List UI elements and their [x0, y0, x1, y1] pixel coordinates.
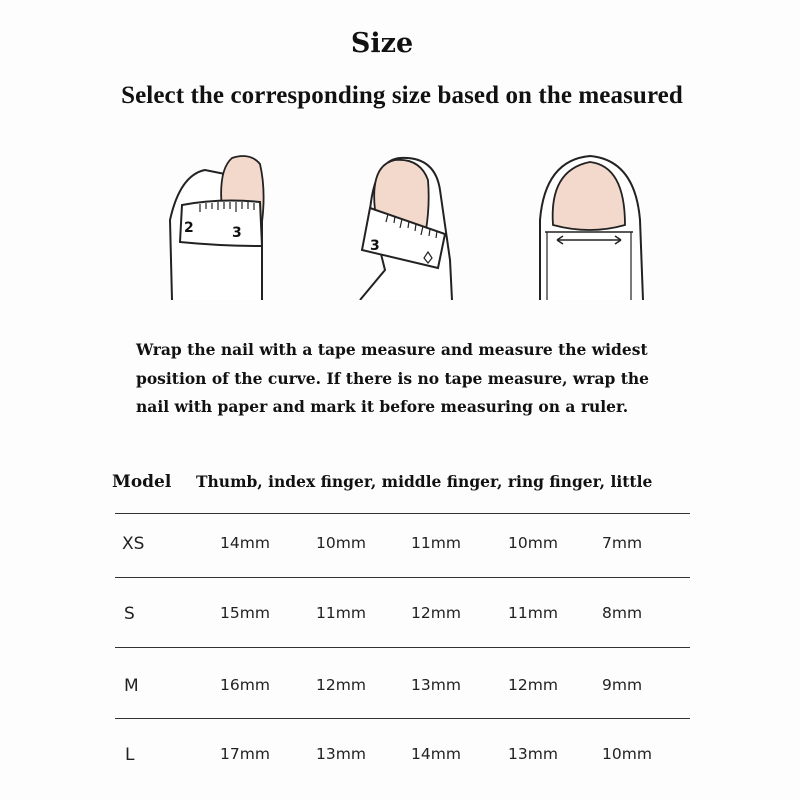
model-column-header: Model — [112, 472, 172, 492]
table-divider — [115, 513, 690, 514]
instruction-line: position of the curve. If there is no tape measure, wrap the — [136, 368, 650, 388]
tape-number-3: 3 — [370, 238, 380, 254]
thumb-tape-measure-icon — [160, 150, 290, 300]
table-divider — [115, 647, 690, 648]
page-title: Size — [350, 28, 414, 59]
table-row — [0, 745, 800, 775]
table-row — [0, 604, 800, 634]
size-label: L — [125, 745, 135, 765]
page-subtitle: Select the corresponding size based on the measured — [121, 82, 683, 109]
size-label: M — [124, 676, 139, 696]
thumb-value: 17mm — [220, 745, 270, 763]
index-value: 13mm — [316, 745, 366, 763]
little-value: 7mm — [602, 534, 643, 552]
index-value: 11mm — [316, 604, 366, 622]
thumb-value: 16mm — [220, 676, 270, 694]
middle-value: 12mm — [411, 604, 461, 622]
size-label: XS — [122, 534, 145, 554]
angled-finger-tape-icon — [340, 150, 470, 300]
thumb-tape-measure-illustration — [160, 150, 290, 300]
little-value: 9mm — [602, 676, 643, 694]
middle-value: 13mm — [411, 676, 461, 694]
ring-value: 12mm — [508, 676, 558, 694]
measurement-instructions — [136, 336, 696, 422]
index-value: 10mm — [316, 534, 366, 552]
thumb-value: 14mm — [220, 534, 270, 552]
fingers-column-header: Thumb, index finger, middle finger, ring finger, little — [196, 472, 653, 491]
ring-value: 11mm — [508, 604, 558, 622]
instruction-line: nail with paper and mark it before measuring on a ruler. — [136, 397, 629, 416]
table-row — [0, 534, 800, 564]
instruction-line: Wrap the nail with a tape measure and measure the widest — [136, 340, 648, 359]
table-divider — [115, 577, 690, 578]
size-label: S — [124, 604, 135, 624]
little-value: 10mm — [602, 745, 652, 763]
ring-value: 10mm — [508, 534, 558, 552]
index-value: 12mm — [316, 676, 366, 694]
table-divider — [115, 718, 690, 719]
nail-width-measure-illustration — [525, 150, 655, 300]
finger-tape-measure-illustration — [340, 150, 470, 300]
thumb-value: 15mm — [220, 604, 270, 622]
table-row — [0, 676, 800, 706]
middle-value: 11mm — [411, 534, 461, 552]
nail-width-arrow-icon — [525, 150, 655, 300]
ring-value: 13mm — [508, 745, 558, 763]
tape-number-2: 2 — [184, 220, 194, 236]
little-value: 8mm — [602, 604, 643, 622]
tape-number-3: 3 — [232, 225, 242, 241]
middle-value: 14mm — [411, 745, 461, 763]
